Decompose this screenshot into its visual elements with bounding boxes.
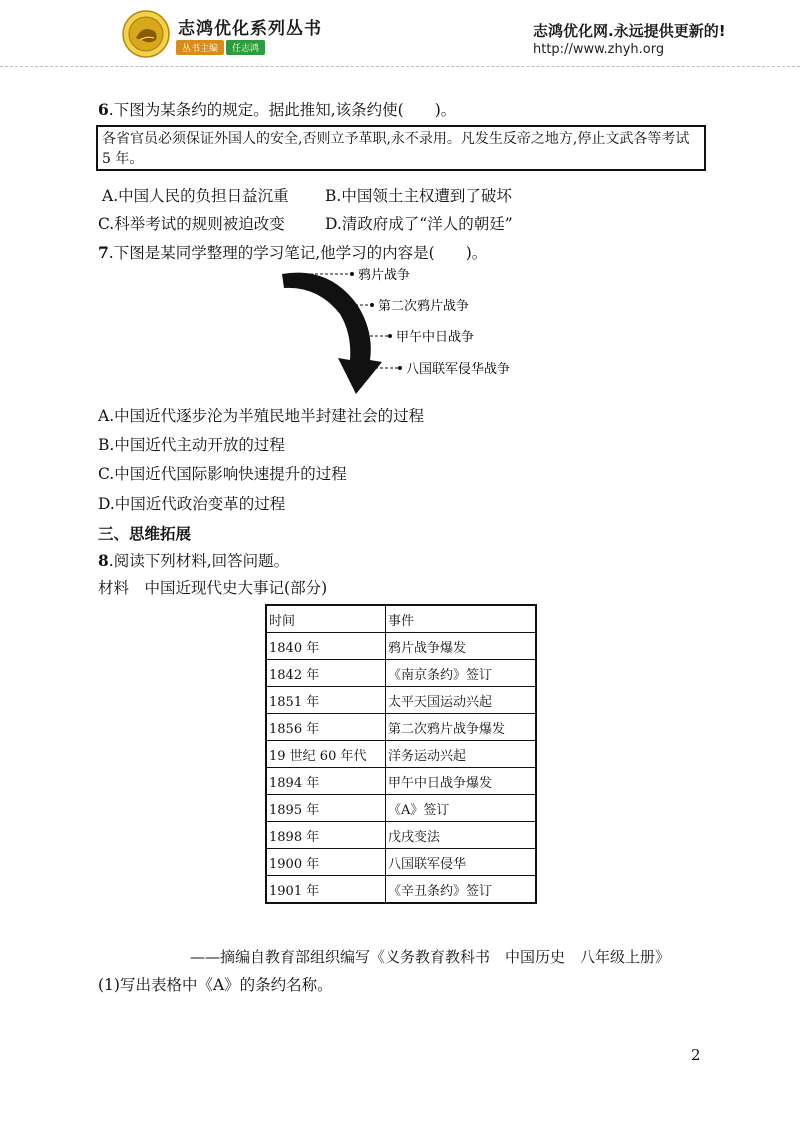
diagram-item-4: 八国联军侵华战争 — [406, 362, 511, 377]
table-cell-time: 1900 年 — [266, 849, 386, 876]
q8-stem — [98, 549, 289, 571]
material-source: ——摘编自教育部组织编写《义务教育教科书 中国历史 八年级上册》 — [190, 948, 671, 966]
q8-stem-text: .阅读下列材料,回答问题。 — [108, 552, 290, 570]
page-number: 2 — [691, 1046, 701, 1064]
table-row — [266, 660, 536, 687]
q6-stem-text: .下图为某条约的规定。据此推知,该条约使( )。 — [108, 101, 457, 119]
table-header-event: 事件 — [386, 605, 537, 633]
q7-option-c[interactable]: C.中国近代国际影响快速提升的过程 — [98, 465, 347, 483]
q6-quote-box: 各省官员必须保证外国人的安全,否则立予革职,永不录用。凡发生反帝之地方,停止文武各等考试 5 年。 — [96, 125, 706, 171]
page-header — [0, 0, 800, 66]
table-cell-event: 洋务运动兴起 — [386, 741, 537, 768]
table-cell-event: 《A》签订 — [386, 795, 537, 822]
q8-number: 8 — [98, 551, 109, 570]
site-slogan: 志鸿优化网.永远提供更新的! — [533, 22, 726, 40]
editor-badge: 丛书主编 — [176, 40, 224, 55]
table-row — [266, 768, 536, 795]
table-cell-event: 第二次鸦片战争爆发 — [386, 714, 537, 741]
table-cell-event: 八国联军侵华 — [386, 849, 537, 876]
diagram-item-2: 第二次鸦片战争 — [378, 299, 470, 314]
q6-number: 6 — [98, 100, 109, 119]
table-row — [266, 633, 536, 660]
diagram-item-1: 鸦片战争 — [358, 268, 411, 283]
q7-option-b[interactable]: B.中国近代主动开放的过程 — [98, 436, 285, 454]
site-url: http://www.zhyh.org — [533, 42, 665, 57]
q7-option-a[interactable]: A.中国近代逐步沦为半殖民地半封建社会的过程 — [98, 407, 425, 425]
table-cell-event: 《南京条约》签订 — [386, 660, 537, 687]
table-cell-time: 1895 年 — [266, 795, 386, 822]
section-title: 三、思维拓展 — [98, 525, 192, 543]
q7-stem-text: .下图是某同学整理的学习笔记,他学习的内容是( )。 — [108, 244, 488, 262]
header-divider — [0, 66, 800, 67]
table-row — [266, 687, 536, 714]
table-header-time: 时间 — [266, 605, 386, 633]
table-cell-event: 太平天国运动兴起 — [386, 687, 537, 714]
q6-option-a[interactable]: A.中国人民的负担日益沉重 — [102, 187, 289, 205]
q7-number: 7 — [98, 243, 109, 262]
table-cell-event: 《辛丑条约》签订 — [386, 876, 537, 904]
material-caption — [98, 576, 327, 598]
table-cell-event: 戊戌变法 — [386, 822, 537, 849]
table-row — [266, 741, 536, 768]
series-title: 志鸿优化系列丛书 — [178, 19, 322, 39]
editor-badges — [176, 40, 265, 55]
table-cell-time: 1856 年 — [266, 714, 386, 741]
study-notes-diagram — [270, 262, 540, 402]
q6-option-b[interactable]: B.中国领土主权遭到了破坏 — [325, 187, 512, 205]
table-header-row — [266, 605, 536, 633]
table-cell-time: 1894 年 — [266, 768, 386, 795]
table-cell-event: 甲午中日战争爆发 — [386, 768, 537, 795]
q6-option-c[interactable]: C.科举考试的规则被迫改变 — [98, 215, 285, 233]
q6-option-d[interactable]: D.清政府成了“洋人的朝廷” — [325, 215, 513, 233]
table-row — [266, 795, 536, 822]
table-cell-time: 1842 年 — [266, 660, 386, 687]
table-cell-time: 1840 年 — [266, 633, 386, 660]
table-row — [266, 714, 536, 741]
curved-arrow-icon — [282, 273, 382, 394]
diagram-item-3: 甲午中日战争 — [396, 330, 475, 345]
q6-stem — [98, 98, 456, 120]
editor-name: 任志鸿 — [226, 40, 265, 55]
material-title: 中国近现代史大事记(部分) — [144, 579, 328, 597]
q7-option-d[interactable]: D.中国近代政治变革的过程 — [98, 495, 286, 513]
material-label: 材料 — [98, 579, 130, 597]
q8-subquestion-1: (1)写出表格中《A》的条约名称。 — [98, 976, 333, 994]
table-row — [266, 822, 536, 849]
table-row — [266, 876, 536, 904]
q7-stem — [98, 241, 487, 263]
events-table — [265, 604, 537, 904]
table-row — [266, 849, 536, 876]
table-cell-time: 1901 年 — [266, 876, 386, 904]
table-cell-event: 鸦片战争爆发 — [386, 633, 537, 660]
table-cell-time: 1898 年 — [266, 822, 386, 849]
table-cell-time: 1851 年 — [266, 687, 386, 714]
table-cell-time: 19 世纪 60 年代 — [266, 741, 386, 768]
logo-seal-icon — [122, 10, 170, 58]
